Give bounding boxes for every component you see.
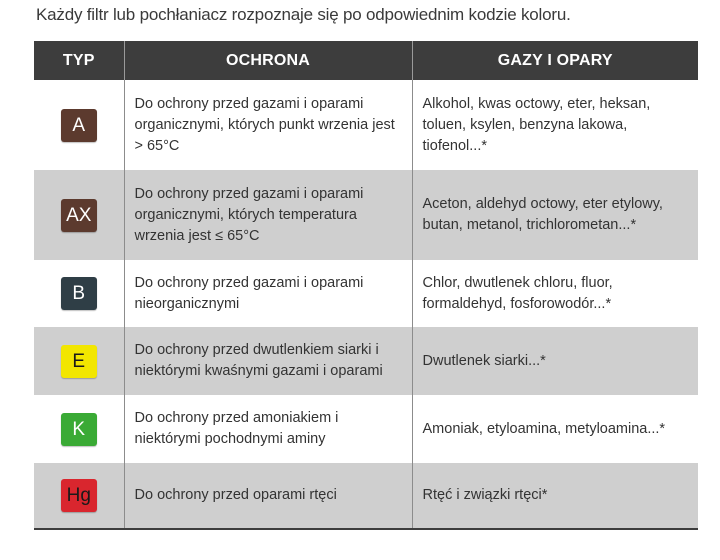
type-cell	[34, 80, 124, 170]
header-protection: OCHRONA	[124, 41, 412, 80]
table-row-a	[34, 80, 698, 170]
type-cell	[34, 327, 124, 395]
table-header-row	[34, 41, 698, 80]
intro-text: Każdy filtr lub pochłaniacz rozpoznaje się po odpowiednim kodzie koloru.	[36, 5, 571, 24]
table-row-ax	[34, 170, 698, 260]
protection-cell: Do ochrony przed oparami rtęci	[124, 463, 412, 529]
type-cell	[34, 170, 124, 260]
gases-cell: Amoniak, etyloamina, metyloamina...*	[412, 395, 698, 463]
gases-cell: Aceton, aldehyd octowy, eter etylowy, butan, metanol, trichlorometan...*	[412, 170, 698, 260]
table-row-e	[34, 327, 698, 395]
header-type: TYP	[34, 41, 124, 80]
filter-code-badge-b: B	[61, 277, 97, 310]
type-cell	[34, 395, 124, 463]
gases-cell: Chlor, dwutlenek chloru, fluor, formaldehyd, fosforowodór...*	[412, 260, 698, 327]
gases-cell: Alkohol, kwas octowy, eter, heksan, toluen, ksylen, benzyna lakowa, tiofenol...*	[412, 80, 698, 170]
type-cell	[34, 260, 124, 327]
protection-cell: Do ochrony przed gazami i oparami organicznymi, których temperatura wrzenia jest ≤ 65°C	[124, 170, 412, 260]
table-row-b	[34, 260, 698, 327]
filter-code-badge-a: A	[61, 109, 97, 142]
gases-cell: Dwutlenek siarki...*	[412, 327, 698, 395]
table-row-hg	[34, 463, 698, 529]
filter-code-badge-e: E	[61, 345, 97, 378]
gases-cell: Rtęć i związki rtęci*	[412, 463, 698, 529]
filter-code-badge-hg: Hg	[61, 479, 97, 512]
filter-code-badge-ax: AX	[61, 199, 97, 232]
type-cell	[34, 463, 124, 529]
protection-cell: Do ochrony przed dwutlenkiem siarki i niektórymi kwaśnymi gazami i oparami	[124, 327, 412, 395]
filter-code-badge-k: K	[61, 413, 97, 446]
protection-cell: Do ochrony przed gazami i oparami nieorganicznymi	[124, 260, 412, 327]
header-gases: GAZY I OPARY	[412, 41, 698, 80]
table-row-k	[34, 395, 698, 463]
protection-cell: Do ochrony przed gazami i oparami organicznymi, których punkt wrzenia jest > 65°C	[124, 80, 412, 170]
filter-color-table	[34, 41, 698, 530]
protection-cell: Do ochrony przed amoniakiem i niektórymi pochodnymi aminy	[124, 395, 412, 463]
